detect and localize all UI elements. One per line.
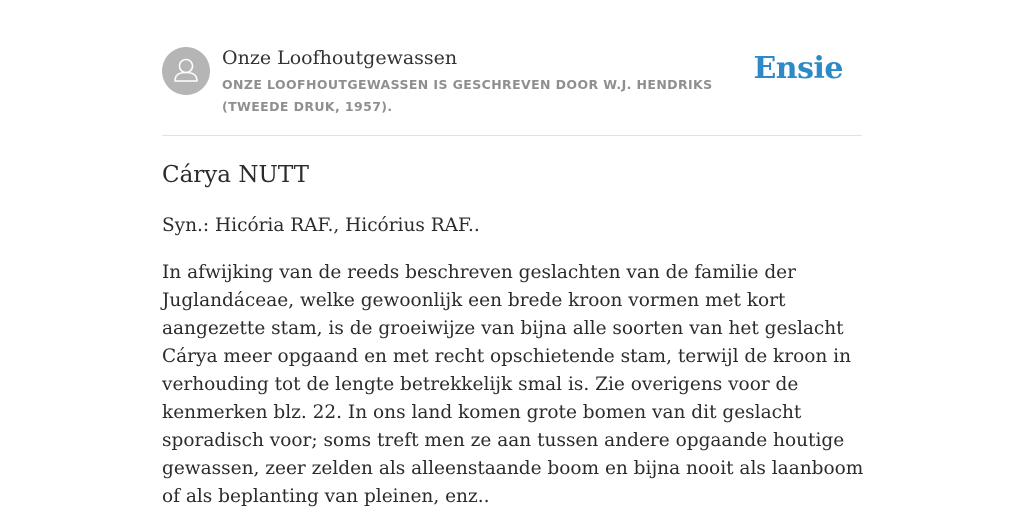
entry-body: In afwijking van de reeds beschreven geslachten van de familie der Juglandáceae, welke gewoonlijk een brede kroon vormen met kort aangezette stam, is de groeiwijze van bijna alle soorten van het geslacht Cárya meer opgaand en met recht opschietende stam, terwijl de kroon in verhouding tot de lengte betrekkelijk smal is. Zie overigens voor de kenmerken blz. 22. In ons land komen grote bomen van dit geslacht sporadisch voor; soms treft men ze aan tussen andere opgaande houtige gewassen, zeer zelden als alleenstaande boom en bijna nooit als laanboom of als beplanting van pleinen, enz.. (162, 262, 864, 507)
source-title[interactable]: Onze Loofhoutgewassen (222, 47, 458, 69)
entry-synonyms: Syn.: Hicória RAF., Hicórius RAF.. (162, 215, 480, 236)
page-container (162, 0, 864, 507)
source-header (162, 0, 862, 136)
user-avatar-icon[interactable] (162, 47, 210, 95)
entry-title: Cárya NUTT (162, 162, 309, 188)
source-info (222, 44, 752, 118)
ensie-logo[interactable]: Ensie (753, 51, 843, 86)
source-description: ONZE LOOFHOUTGEWASSEN IS GESCHREVEN DOOR W.J. HENDRIKS (TWEEDE DRUK, 1957). (222, 77, 713, 114)
